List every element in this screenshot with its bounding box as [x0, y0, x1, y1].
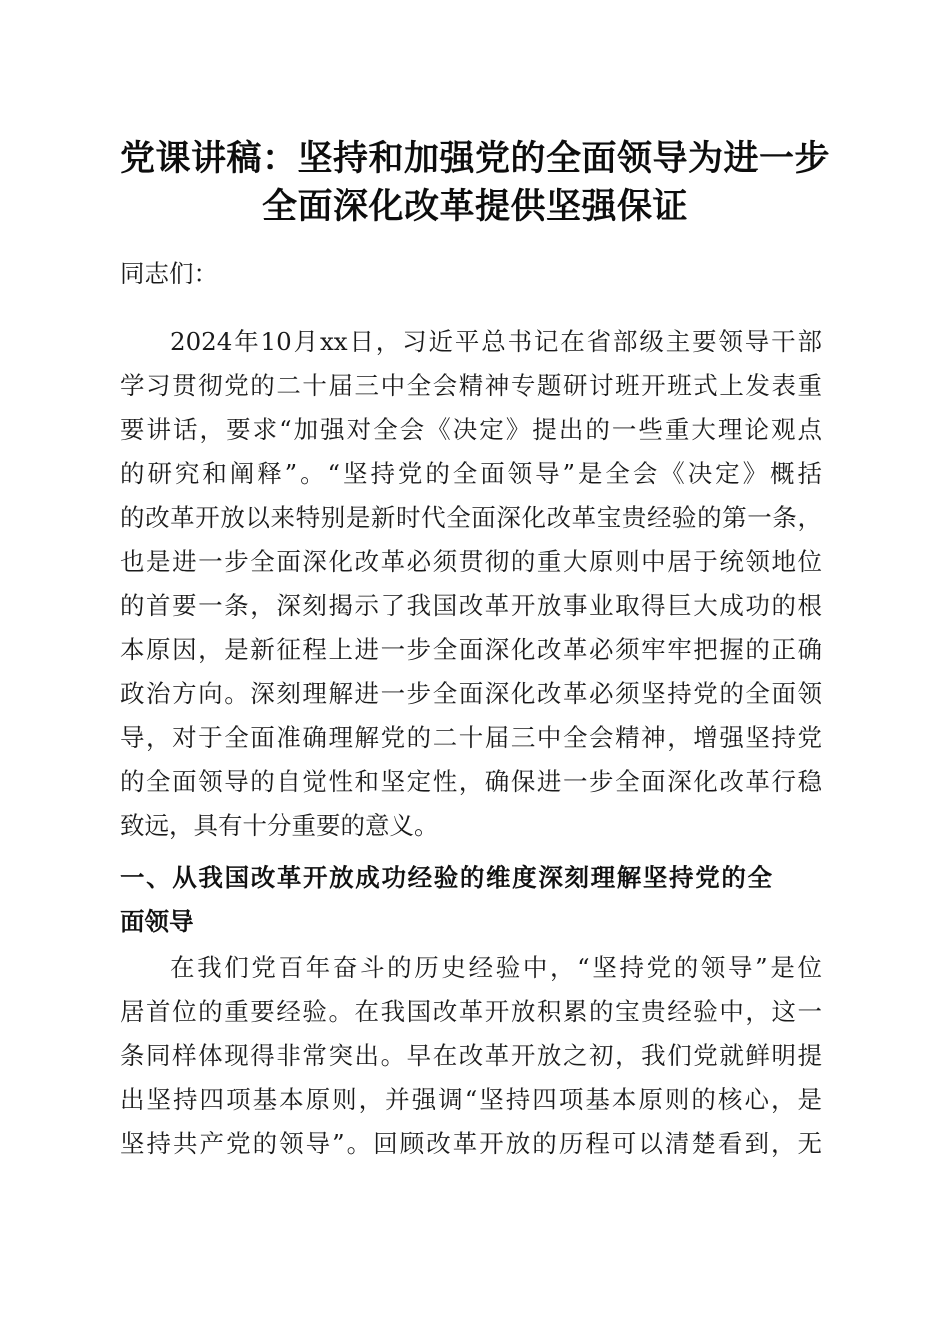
paragraph-2-line: 居首位的重要经验。在我国改革开放积累的宝贵经验中，这一 [120, 997, 822, 1026]
paragraph-1-line: 的改革开放以来特别是新时代全面深化改革宝贵经验的第一条， [120, 503, 822, 532]
paragraph-1-line: 的全面领导的自觉性和坚定性，确保进一步全面深化改革行稳 [120, 767, 822, 796]
paragraph-1-line: 2024年10月xx日，习近平总书记在省部级主要领导干部 [170, 327, 822, 356]
salutation: 同志们： [120, 259, 218, 288]
paragraph-2-line: 坚持共产党的领导”。回顾改革开放的历程可以清楚看到，无 [120, 1129, 822, 1158]
paragraph-1-line: 本原因，是新征程上进一步全面深化改革必须牢牢把握的正确 [120, 635, 822, 664]
paragraph-1-line: 要讲话，要求“加强对全会《决定》提出的一些重大理论观点 [120, 415, 822, 444]
paragraph-1-line: 的研究和阐释”。“坚持党的全面领导”是全会《决定》概括 [120, 459, 822, 488]
section-1-heading-line: 一、从我国改革开放成功经验的维度深刻理解坚持党的全 [120, 863, 772, 892]
paragraph-1-line: 的首要一条，深刻揭示了我国改革开放事业取得巨大成功的根 [120, 591, 822, 620]
paragraph-1-line: 致远，具有十分重要的意义。 [120, 811, 439, 840]
section-1-heading-line: 面领导 [120, 907, 194, 936]
paragraph-2-line: 条同样体现得非常突出。早在改革开放之初，我们党就鲜明提 [120, 1041, 822, 1070]
paragraph-1-line: 也是进一步全面深化改革必须贯彻的重大原则中居于统领地位 [120, 547, 822, 576]
paragraph-1-line: 学习贯彻党的二十届三中全会精神专题研讨班开班式上发表重 [120, 371, 822, 400]
paragraph-2-line: 出坚持四项基本原则，并强调“坚持四项基本原则的核心，是 [120, 1085, 822, 1114]
paragraph-2-line: 在我们党百年奋斗的历史经验中，“坚持党的领导”是位 [170, 953, 822, 982]
document-title-line-2: 全面深化改革提供坚强保证 [261, 187, 688, 227]
paragraph-1-line: 政治方向。深刻理解进一步全面深化改革必须坚持党的全面领 [120, 679, 822, 708]
document-title-line-1: 党课讲稿：坚持和加强党的全面领导为进一步 [119, 139, 830, 179]
paragraph-1-line: 导，对于全面准确理解党的二十届三中全会精神，增强坚持党 [120, 723, 822, 752]
